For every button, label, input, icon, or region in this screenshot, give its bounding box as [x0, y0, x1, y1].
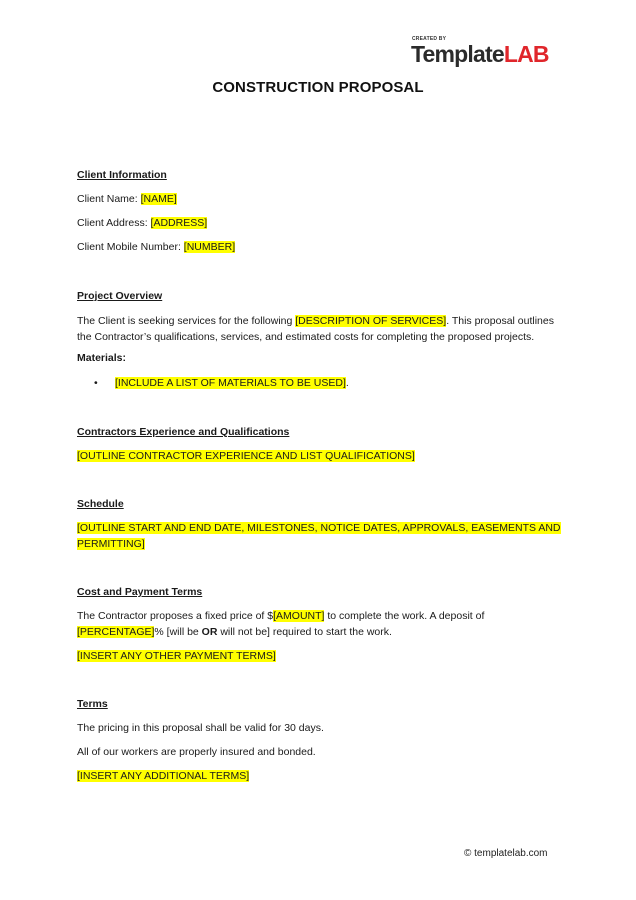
- section-heading-terms: Terms: [77, 698, 108, 710]
- bullet-icon: •: [94, 377, 98, 389]
- additional-terms-placeholder: [INSERT ANY ADDITIONAL TERMS]: [77, 770, 250, 782]
- materials-label: Materials:: [77, 352, 127, 364]
- client-address-row: Client Address: [ADDRESS]: [77, 217, 208, 229]
- cost-row-2: [PERCENTAGE]% [will be OR will not be] required to start the work.: [77, 626, 392, 638]
- client-name-placeholder: [NAME]: [140, 193, 177, 205]
- section-heading-schedule: Schedule: [77, 498, 124, 510]
- other-payment-terms-row: [77, 649, 276, 664]
- logo-created-by: CREATED BY: [412, 36, 447, 42]
- section-heading-client-information: Client Information: [77, 169, 167, 181]
- terms-line-1: The pricing in this proposal shall be valid for 30 days.: [77, 722, 324, 734]
- contractor-experience-placeholder: [OUTLINE CONTRACTOR EXPERIENCE AND LIST QUALIFICATIONS]: [77, 450, 415, 462]
- terms-line-2: All of our workers are properly insured and bonded.: [77, 746, 316, 758]
- schedule-row-2: [77, 537, 145, 552]
- additional-terms-row: [77, 769, 249, 784]
- client-name-row: Client Name: [NAME]: [77, 193, 177, 205]
- footer-copyright: © templatelab.com: [464, 848, 548, 859]
- section-heading-contractors: Contractors Experience and Qualifications: [77, 426, 290, 438]
- section-heading-project-overview: Project Overview: [77, 290, 163, 302]
- contractors-row: [77, 449, 415, 464]
- document-title: CONSTRUCTION PROPOSAL: [212, 79, 424, 96]
- other-payment-terms-placeholder: [INSERT ANY OTHER PAYMENT TERMS]: [77, 650, 276, 662]
- client-mobile-row: Client Mobile Number: [NUMBER]: [77, 241, 236, 253]
- logo-brand: TemplateLAB: [411, 41, 549, 67]
- templatelab-logo: [411, 37, 549, 66]
- schedule-placeholder-line2: PERMITTING]: [77, 538, 145, 550]
- cost-row-1: The Contractor proposes a fixed price of $[AMOUNT] to complete the work. A deposit of: [77, 610, 485, 622]
- amount-placeholder: [AMOUNT]: [273, 610, 325, 622]
- services-placeholder: [DESCRIPTION OF SERVICES]: [295, 315, 447, 327]
- client-mobile-placeholder: [NUMBER]: [183, 241, 236, 253]
- percentage-placeholder: [PERCENTAGE]: [77, 626, 155, 638]
- schedule-row-1: [77, 521, 561, 536]
- client-address-placeholder: [ADDRESS]: [150, 217, 208, 229]
- materials-placeholder: [INCLUDE A LIST OF MATERIALS TO BE USED]: [115, 377, 346, 389]
- project-overview-paragraph: The Client is seeking services for the following [DESCRIPTION OF SERVICES]. This proposal outlines the Contractor’s qualifications, services, and estimated costs for completing the proposed projects.: [77, 315, 554, 343]
- section-heading-cost-payment: Cost and Payment Terms: [77, 586, 203, 598]
- schedule-placeholder-line1: [OUTLINE START AND END DATE, MILESTONES, NOTICE DATES, APPROVALS, EASEMENTS AND: [77, 522, 561, 534]
